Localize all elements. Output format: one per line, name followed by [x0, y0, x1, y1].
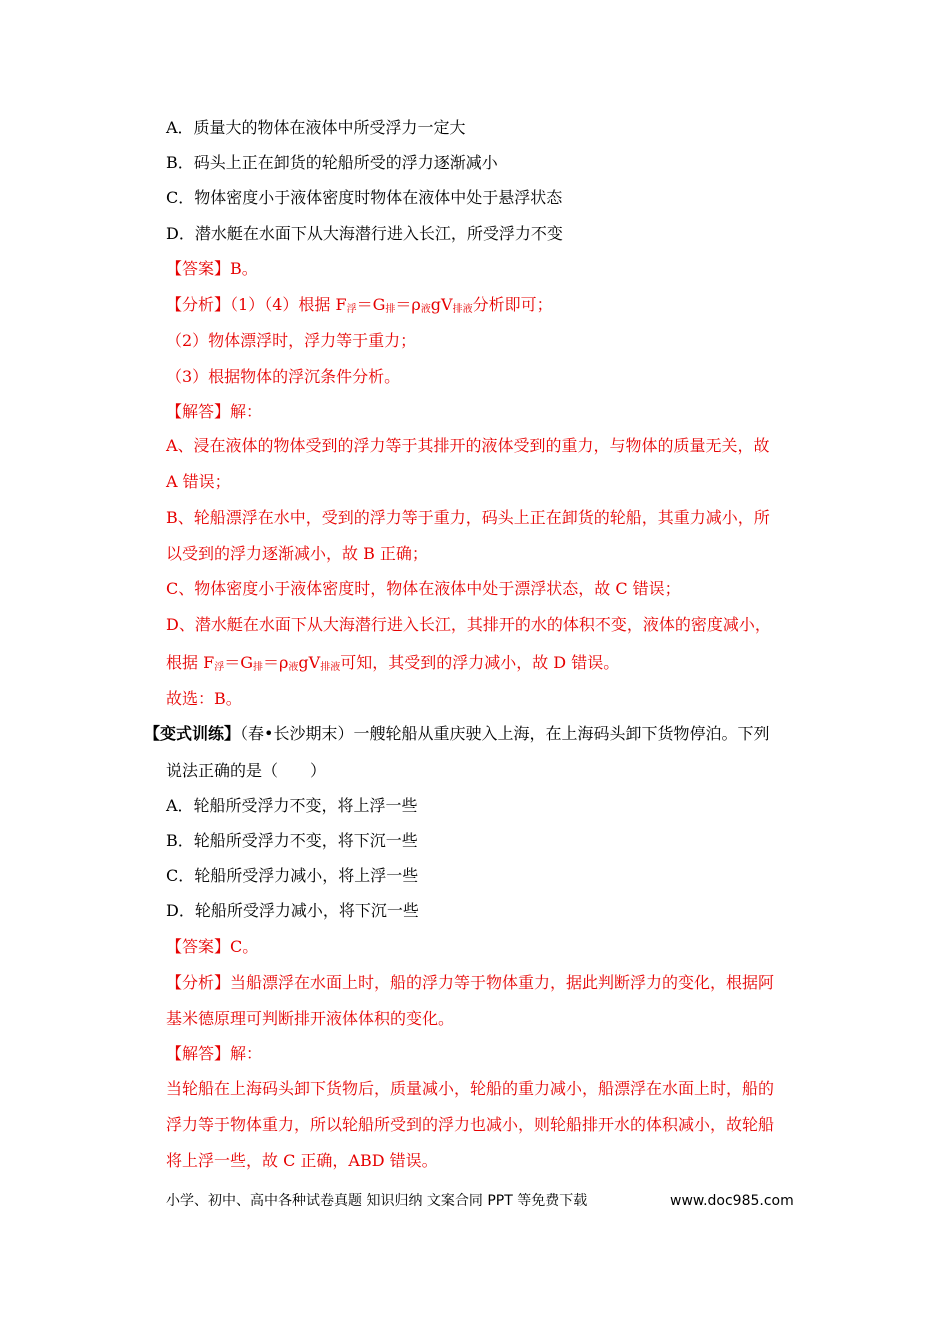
q1-analysis-line-1 — [166, 294, 553, 316]
q1-solution-heading — [166, 401, 262, 423]
q2-analysis-line-1 — [166, 972, 774, 994]
formula-text: ＝G — [356, 295, 386, 314]
formula-text: ＝ρ — [395, 295, 421, 314]
q2-stem-line-2: 说法正确的是（ ） — [166, 761, 327, 780]
solution-label: 【解答】 — [166, 402, 231, 421]
footer-text: 小学、初中、高中各种试卷真题 知识归纳 文案合同 PPT 等免费下载 — [166, 1193, 588, 1209]
formula-subscript: 排 — [253, 662, 263, 673]
answer-value: C。 — [230, 937, 259, 956]
q1-solution-line: 以受到的浮力逐渐减小，故 B 正确； — [166, 544, 428, 563]
q1-choice: 故选：B。 — [166, 689, 242, 708]
q1-option-a: A．质量大的物体在液体中所受浮力一定大 — [166, 118, 466, 137]
formula-text: 可知，其受到的浮力减小，故 D 错误。 — [340, 653, 620, 672]
q1-option-c: C．物体密度小于液体密度时物体在液体中处于悬浮状态 — [166, 188, 563, 207]
formula-text: gV — [430, 295, 453, 314]
solution-suffix: 解： — [230, 402, 263, 421]
analysis-label: 【分析】 — [166, 973, 231, 992]
formula-subscript: 浮 — [214, 662, 225, 673]
formula-subscript: 排液 — [320, 662, 341, 673]
q1-analysis-line-3: （3）根据物体的浮沉条件分析。 — [166, 367, 401, 386]
q1-solution-line: C、物体密度小于液体密度时，物体在液体中处于漂浮状态，故 C 错误； — [166, 579, 681, 598]
answer-label: 【答案】 — [166, 937, 231, 956]
footer-url-link[interactable]: www.doc985.com — [670, 1193, 794, 1209]
formula-subscript: 液 — [420, 304, 431, 315]
formula-text: 分析即可； — [472, 295, 553, 314]
analysis-text: 当船漂浮在水面上时，船的浮力等于物体重力，据此判断浮力的变化，根据阿 — [230, 973, 775, 992]
formula-text: 根据 F — [166, 653, 215, 672]
q2-solution-line: 将上浮一些，故 C 正确，ABD 错误。 — [166, 1151, 438, 1170]
q2-stem-line-1 — [144, 723, 769, 745]
q1-solution-formula — [166, 652, 619, 674]
q2-option-a: A．轮船所受浮力不变，将上浮一些 — [166, 796, 418, 815]
q2-option-c: C．轮船所受浮力减小，将上浮一些 — [166, 866, 419, 885]
q2-option-d: D．轮船所受浮力减小，将下沉一些 — [166, 901, 419, 920]
q2-answer — [166, 936, 258, 958]
q1-answer — [166, 258, 258, 280]
formula-subscript: 排 — [385, 304, 396, 315]
formula-subscript: 液 — [288, 662, 299, 673]
formula-text: ＝G — [224, 653, 253, 672]
analysis-label: 【分析】 — [166, 295, 231, 314]
formula-subscript: 浮 — [346, 304, 357, 315]
q2-option-b: B．轮船所受浮力不变，将下沉一些 — [166, 831, 418, 850]
q1-solution-line: A、浸在液体的物体受到的浮力等于其排开的液体受到的重力，与物体的质量无关，故 — [166, 436, 770, 455]
q1-analysis-line-2: （2）物体漂浮时，浮力等于重力； — [166, 331, 417, 350]
q2-stem-text: （春•长沙期末）一艘轮船从重庆驶入上海，在上海码头卸下货物停泊。下列 — [240, 724, 770, 743]
answer-value: B。 — [230, 259, 258, 278]
q1-solution-line: D、潜水艇在水面下从大海潜行进入长江，其排开的水的体积不变，液体的密度减小， — [166, 615, 771, 634]
formula-text: （1）（4）根据 F — [230, 295, 347, 314]
answer-label: 【答案】 — [166, 259, 231, 278]
q2-solution-line: 当轮船在上海码头卸下货物后，质量减小，轮船的重力减小，船漂浮在水面上时，船的 — [166, 1079, 775, 1098]
q2-analysis-line-2: 基米德原理可判断排开液体体积的变化。 — [166, 1009, 455, 1028]
formula-text: ＝ρ — [263, 653, 289, 672]
variant-training-label: 【变式训练】 — [144, 724, 241, 743]
solution-suffix: 解： — [230, 1044, 263, 1063]
solution-label: 【解答】 — [166, 1044, 231, 1063]
formula-text: gV — [298, 653, 321, 672]
formula-subscript: 排液 — [452, 304, 473, 315]
q1-solution-line: B、轮船漂浮在水中，受到的浮力等于重力，码头上正在卸货的轮船，其重力减小，所 — [166, 508, 770, 527]
q1-option-b: B．码头上正在卸货的轮船所受的浮力逐渐减小 — [166, 153, 498, 172]
q1-option-d: D．潜水艇在水面下从大海潜行进入长江，所受浮力不变 — [166, 224, 563, 243]
q2-solution-heading — [166, 1043, 262, 1065]
q2-solution-line: 浮力等于物体重力，所以轮船所受到的浮力也减小，则轮船排开水的体积减小，故轮船 — [166, 1115, 775, 1134]
q1-solution-line: A 错误； — [166, 472, 231, 491]
